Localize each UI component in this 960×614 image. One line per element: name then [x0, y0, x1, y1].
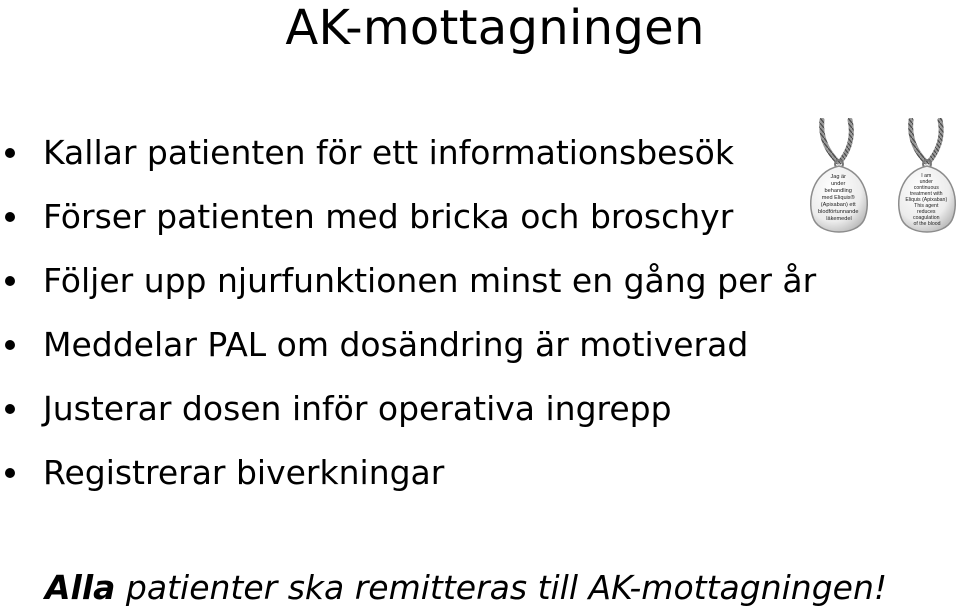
tag-line: (Apixaban) ett: [820, 202, 856, 208]
bullet-item: [0, 379, 816, 443]
bullet-text: Följer upp njurfunktionen minst en gång per år: [43, 261, 817, 300]
english-medical-tag: [899, 166, 956, 232]
bullet-text: Meddelar PAL om dosändring är motiverad: [43, 325, 749, 364]
tag-line: Eliquis (Apixaban): [905, 197, 948, 203]
left-tag-chain: [822, 120, 852, 168]
bullet-item: [0, 187, 816, 251]
tag-line: This agent: [914, 203, 939, 209]
bullet-text: Kallar patienten för ett informationsbesök: [43, 133, 734, 172]
tag-line: coagulation: [913, 215, 940, 221]
slide-title: AK-mottagningen: [285, 0, 705, 56]
tag-line: of the blood: [913, 221, 941, 227]
bullet-dot-icon: [5, 340, 15, 350]
bullet-dot-icon: [5, 212, 15, 222]
bullet-dot-icon: [5, 276, 15, 286]
medical-id-tags-icon: [808, 118, 958, 238]
footer-emphasis: Alla: [45, 568, 116, 607]
tag-line: Jag är: [830, 174, 846, 180]
bullet-item: [0, 123, 816, 187]
footer-text: patienter ska remitteras till AK-mottagningen!: [115, 568, 888, 607]
bullet-dot-icon: [5, 148, 15, 158]
tag-line: behandling: [824, 188, 852, 194]
tag-line: med Eliquis®: [821, 195, 855, 201]
swedish-medical-tag: [811, 166, 868, 232]
bullet-text: Justerar dosen inför operativa ingrepp: [43, 389, 672, 428]
tag-line: under: [919, 179, 933, 185]
tag-line: blodförtunnande: [818, 209, 859, 215]
footer-note: [45, 566, 887, 610]
bullet-item: [0, 251, 816, 315]
bullet-item: [0, 315, 816, 379]
tag-line: under: [831, 181, 846, 187]
tag-line: I am: [921, 173, 932, 179]
tag-line: reduces: [917, 209, 936, 215]
bullet-text: Förser patienten med bricka och broschyr: [43, 197, 734, 236]
bullet-dot-icon: [5, 468, 15, 478]
bullet-list: [0, 123, 816, 507]
bullet-text: Registrerar biverkningar: [43, 453, 445, 492]
medical-id-tags-image: [808, 118, 958, 238]
tag-line: continuous: [913, 185, 939, 191]
tag-line: läkemedel: [826, 216, 852, 222]
bullet-dot-icon: [5, 404, 15, 414]
right-tag-chain: [911, 120, 942, 168]
tag-line: treatment with: [909, 191, 943, 197]
bullet-item: [0, 443, 816, 507]
